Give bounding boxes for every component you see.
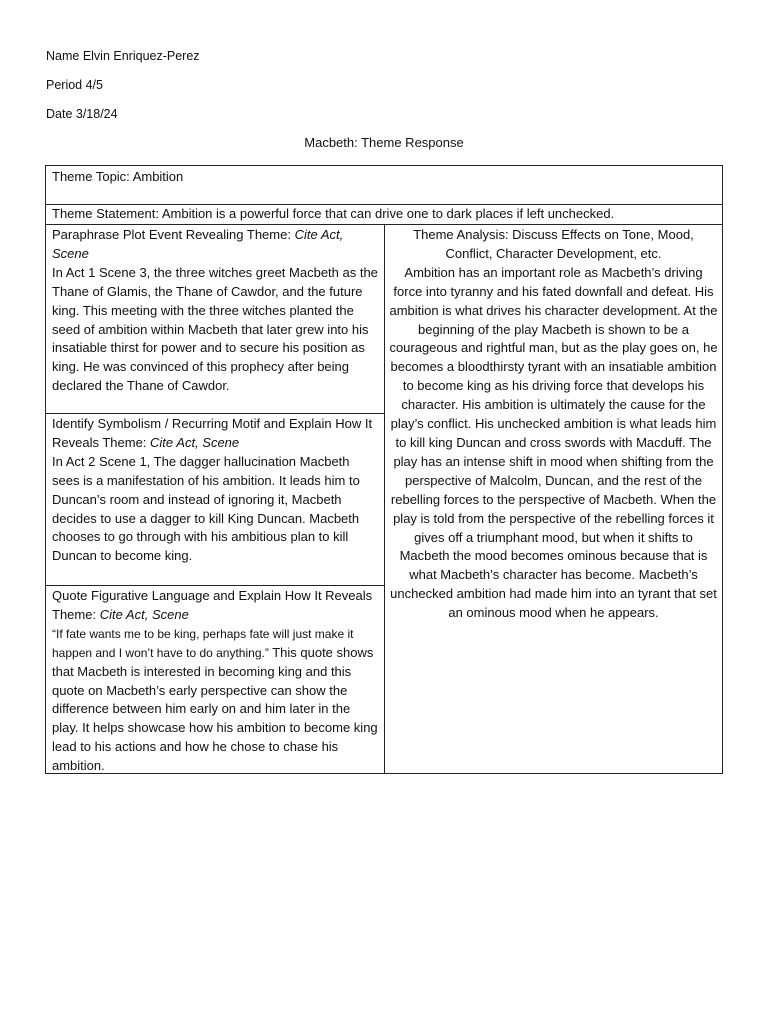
theme-analysis-body: Ambition has an important role as Macbeth’s driving force into tyranny and his fated downfall and defeat. His ambition is what drives his character development. At the beginning of the play Macbeth is shown to be a courageous and rightful man, but as the play goes on, he becomes a bloodthirsty tyrant with an insatiable ambition to become king as his driving force that develops his character. His ambition is ultimately the cause for the play’s conflict. His unchecked ambition is what leads him to kill king Duncan and cross swords with Macduff. The play has an intense shift in mood when shifting from the perspective of Malcolm, Duncan, and the rest of the rebelling forces to the perspective of Macbeth. When the play is told from the perspective of the rebelling forces it gives off a triumphant mood, but when it shifts to Macbeth the mood becomes ominous because that is what Macbeth’s character has become. Macbeth’s unchecked ambition had made him into an tyrant that set an ominous mood when he appears. bbox=[389, 264, 718, 621]
symbolism-cite: Cite Act, Scene bbox=[150, 434, 240, 450]
quote-text: “If fate wants me to be king, perhaps fate will just make it happen and I won’t have to do anything.” bbox=[52, 626, 354, 660]
figurative-quote-cell bbox=[45, 585, 385, 774]
symbolism-cell bbox=[45, 413, 385, 586]
document-title: Macbeth: Theme Response bbox=[304, 135, 464, 150]
theme-analysis-heading: Theme Analysis: Discuss Effects on Tone, Mood, Conflict, Character Development, etc. bbox=[413, 227, 694, 261]
plot-event-heading: Paraphrase Plot Event Revealing Theme: bbox=[52, 227, 295, 242]
theme-statement-text: Theme Statement: Ambition is a powerful force that can drive one to dark places if left unchecked. bbox=[52, 206, 615, 221]
plot-event-body: In Act 1 Scene 3, the three witches greet Macbeth as the Thane of Glamis, the Thane of Cawdor, and the future king. This meeting with the three witches planted the seed of ambition within Macbeth that later grew into his insatiable thirst for power and to secure his position as king. He was convinced of this prophecy after being declared the Thane of Cawdor. bbox=[52, 264, 378, 394]
assignment-date: Date 3/18/24 bbox=[46, 107, 118, 121]
symbolism-body: In Act 2 Scene 1, The dagger hallucination Macbeth sees is a manifestation of his ambition. It leads him to Duncan’s room and instead of ignoring it, Macbeth decides to use a dagger to kill King Duncan. Macbeth chooses to go through with his ambitious plan to kill Duncan to become king. bbox=[52, 453, 360, 564]
theme-topic-text: Theme Topic: Ambition bbox=[52, 169, 184, 184]
student-name: Name Elvin Enriquez-Perez bbox=[46, 49, 200, 63]
symbolism-heading: Identify Symbolism / Recurring Motif and Explain How It Reveals Theme: bbox=[52, 416, 373, 450]
plot-event-cell bbox=[45, 224, 385, 414]
theme-analysis-cell bbox=[384, 224, 723, 774]
class-period: Period 4/5 bbox=[46, 78, 103, 92]
quote-explanation: This quote shows that Macbeth is interested in becoming king and this quote on Macbeth’s early perspective can show the difference between him early on and him later in the play. It helps showcase how his ambition to become king lead to his actions and how he chose to chase his ambition. bbox=[52, 644, 378, 774]
theme-topic-cell bbox=[45, 165, 723, 205]
theme-statement-cell bbox=[45, 204, 723, 225]
plot-event-cite: Cite Act, Scene bbox=[52, 227, 344, 261]
quote-cite: Cite Act, Scene bbox=[99, 606, 189, 622]
quote-heading: Quote Figurative Language and Explain How It Reveals Theme: bbox=[52, 588, 373, 622]
